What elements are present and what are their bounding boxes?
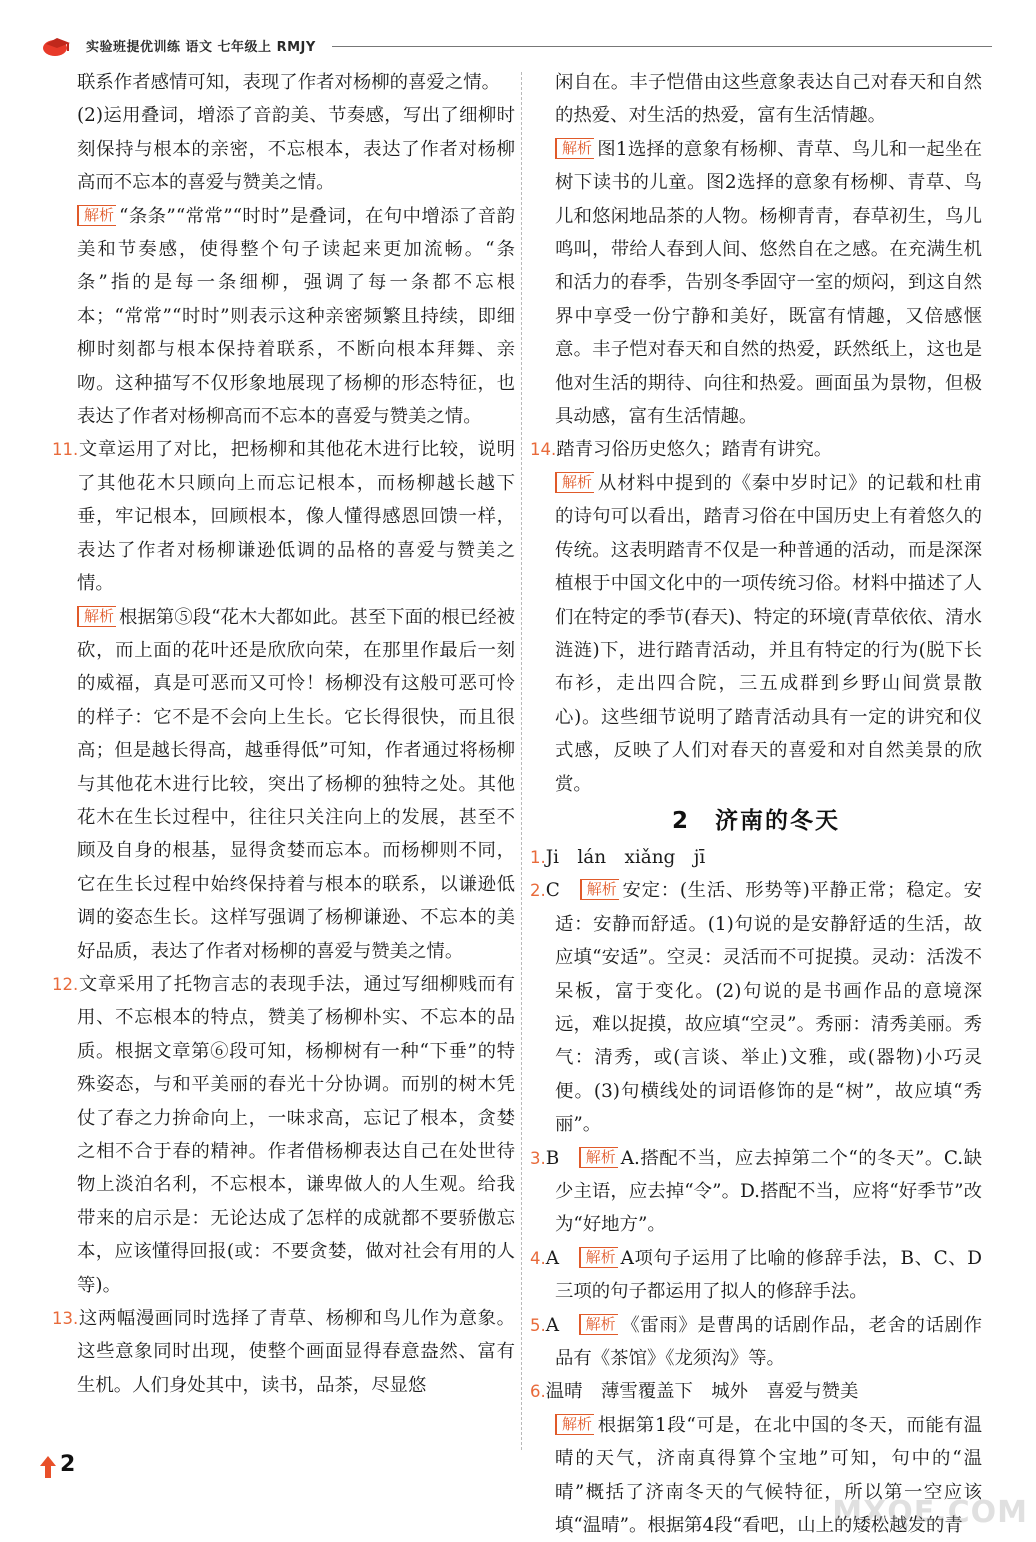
answer-item <box>530 874 982 1141</box>
text-block: 闲自在。丰子恺借由这些意象表达自己对春天和自然的热爱、对生活的热爱，富有生活情趣。 <box>555 72 982 127</box>
book-logo-icon <box>42 35 72 57</box>
text-block: (2)运用叠词，增添了音韵美、节奏感，写出了细柳时刻保持与根本的亲密，不忘根本，表达了作者对杨柳高而不忘本的喜爱与赞美之情。 <box>77 105 515 194</box>
analysis-tag: 解析 <box>77 205 116 226</box>
watermark <box>828 1440 1028 1530</box>
question-number: 13. <box>52 1309 79 1329</box>
question-number: 1. <box>530 847 546 867</box>
answer-text: A <box>545 1247 579 1269</box>
answer-item <box>530 1309 982 1376</box>
analysis-text: A项句子运用了比喻的修辞手法，B、C、D三项的句子都运用了拟人的修辞手法。 <box>555 1247 982 1303</box>
analysis-text: 根据第1段“可是，在北中国的冬天，而能有温晴的天气，济南真得算个宝地”可知，句中的“温晴”概括了济南冬天的气候特征，所以第一空应该填“温晴”。根据第4段“看吧，山上的矮松越发的青 <box>555 1414 982 1537</box>
question-number: 4. <box>530 1248 546 1268</box>
answer-item <box>530 433 982 466</box>
analysis-block <box>52 200 515 434</box>
analysis-text: 安定：(生活、形势等)平静正常；稳定。安适：安静而舒适。(1)句说的是安静舒适的生活，故应填“安适”。空灵：灵活而不可捉摸。灵动：活泼不呆板，富于变化。(2)句说的是书画作品的意境深远，难以捉摸，故应填“空灵”。秀丽：清秀美丽。秀气：清秀，或(言谈、举止)文雅，或(器物)小巧灵便。(3)句横线处的词语修饰的是“树”，故应填“秀丽”。 <box>555 880 982 1136</box>
analysis-tag: 解析 <box>579 1147 618 1168</box>
column-divider <box>521 72 522 1450</box>
answer-text: Ji lán xiǎng jī <box>545 846 706 868</box>
right-column <box>530 66 982 1542</box>
answer-item <box>530 1375 982 1408</box>
analysis-tag: 解析 <box>555 1414 594 1435</box>
analysis-tag: 解析 <box>579 1247 618 1268</box>
answer-text: 踏青习俗历史悠久；踏青有讲究。 <box>556 439 833 461</box>
page-header <box>42 33 992 59</box>
analysis-tag: 解析 <box>580 879 619 900</box>
answer-text: A <box>545 1314 579 1336</box>
analysis-tag: 解析 <box>555 472 594 493</box>
answer-text: 文章采用了托物言志的表现手法，通过写细柳贱而有用、不忘根本的特点，赞美了杨柳朴实、不忘本的品质。根据文章第⑥段可知，杨柳树有一种“下垂”的特殊姿态，与和平美丽的春光十分协调。而别的树木凭仗了春之力拚命向上，一味求高，忘记了根本，贪婪之相不合于春的精神。作者借杨柳表达自己在处世待物上淡泊名利，不忘根本，谦卑做人的人生观。给我带来的启示是：无论达成了怎样的成就都不要骄傲忘本，应该懂得回报(或：不要贪婪，做对社会有用的人等)。 <box>77 973 515 1296</box>
answer-item <box>52 968 515 1302</box>
question-number: 12. <box>52 974 79 994</box>
question-number: 5. <box>530 1315 546 1335</box>
question-number: 14. <box>530 440 557 460</box>
analysis-tag: 解析 <box>77 606 116 627</box>
analysis-text: 《雷雨》是曹禺的话剧作品，老舍的话剧作品有《茶馆》《龙须沟》等。 <box>555 1314 982 1370</box>
analysis-tag: 解析 <box>555 138 594 159</box>
question-number: 3. <box>530 1148 546 1168</box>
page-footer <box>40 1452 100 1482</box>
analysis-text: “条条”“常常”“时时”是叠词，在句中增添了音韵美和节奏感，使得整个句子读起来更加流畅。“条条”指的是每一条细柳，强调了每一条都不忘根本；“常常”“时时”则表示这种亲密频繁且持续，即细柳时刻都与根本保持着联系，不断向根本拜舞、亲吻。这种描写不仅形象地展现了杨柳的形态特征，也表达了作者对杨柳高而不忘本的喜爱与赞美之情。 <box>77 205 515 428</box>
analysis-text: 根据第⑤段“花木大都如此。甚至下面的根已经被砍，而上面的花叶还是欣欣向荣，在那里作最后一刻的威福，真是可恶而又可怜！杨柳没有这般可恶可怜的样子：它不是不会向上生长。它长得很快，而且很高；但是越长得高，越垂得低”可知，作者通过将杨柳与其他花木进行比较，突出了杨柳的独特之处。其他花木在生长过程中，往往只关注向上的发展，甚至不顾及自身的根基，显得贪婪而忘本。而杨柳则不同，它在生长过程中始终保持着与根本的联系，以谦逊低调的姿态生长。这样写强调了杨柳谦逊、不忘本的美好品质，表达了作者对杨柳的喜爱与赞美之情。 <box>77 606 515 962</box>
question-number: 11. <box>52 440 79 460</box>
analysis-text: 图1选择的意象有杨柳、青草、鸟儿和一起坐在树下读书的儿童。图2选择的意象有杨柳、青草、鸟儿和悠闲地品茶的人物。杨柳青青，春草初生，鸟儿鸣叫，带给人春到人间、悠然自在之感。在充满生机和活力的春季，告别冬季固守一室的烦闷，到这自然界中享受一份宁静和美好，既富有情趣，又倍感惬意。丰子恺对春天和自然的热爱，跃然纸上，这也是他对生活的期待、向往和热爱。画面虽为景物，但极具动感，富有生活情趣。 <box>555 138 982 428</box>
answer-text: B <box>545 1147 579 1169</box>
analysis-text: A.搭配不当，应去掉第二个“的冬天”。C.缺少主语，应去掉“令”。D.搭配不当，应将“好季节”改为“好地方”。 <box>555 1147 983 1236</box>
answer-text: 文章运用了对比，把杨柳和其他花木进行比较，说明了其他花木只顾向上而忘记根本，而杨柳越长越下垂，牢记根本，回顾根本，像人懂得感恩回馈一样，表达了作者对杨柳谦逊低调的品格的喜爱与赞美之情。 <box>77 439 515 595</box>
left-column <box>52 66 515 1402</box>
answer-item <box>530 1142 982 1242</box>
analysis-block <box>52 601 515 968</box>
text-block: 联系作者感情可知，表现了作者对杨柳的喜爱之情。 <box>77 72 500 93</box>
answer-item <box>52 1302 515 1402</box>
section-title: 2 济南的冬天 <box>671 807 840 834</box>
answer-item <box>530 1242 982 1309</box>
watermark-text: MXQE.COM <box>832 1495 1028 1530</box>
header-rule <box>332 46 992 47</box>
page-number: 2 <box>60 1452 76 1477</box>
analysis-text: 从材料中提到的《秦中岁时记》的记载和杜甫的诗句可以看出，踏青习俗在中国历史上有着悠久的传统。这表明踏青不仅是一种普通的活动，而是深深植根于中国文化中的一项传统习俗。材料中描述了人们在特定的季节(春天)、特定的环境(青草依依、清水涟涟)下，进行踏青活动，并且有特定的行为(脱下长布衫，走出四合院，三五成群到乡野山间赏景散心)。这些细节说明了踏青活动具有一定的讲究和仪式感，反映了人们对春天的喜爱和对自然美景的欣赏。 <box>555 472 982 795</box>
arrow-up-icon <box>40 1456 56 1478</box>
analysis-block <box>530 133 982 434</box>
analysis-tag: 解析 <box>579 1314 618 1335</box>
answer-item <box>52 433 515 600</box>
question-number: 2. <box>530 881 546 901</box>
answer-text: 这两幅漫画同时选择了青草、杨柳和鸟儿作为意象。这些意象同时出现，使整个画面显得春意盎然、富有生机。人们身处其中，读书，品茶，尽显悠 <box>77 1308 515 1396</box>
answer-item <box>530 841 982 874</box>
book-title: 实验班提优训练 语文 七年级上 RMJY <box>86 40 316 55</box>
answer-text: C <box>545 880 580 902</box>
question-number: 6. <box>530 1382 546 1402</box>
analysis-block <box>530 467 982 801</box>
answer-text: 温晴 薄雪覆盖下 城外 喜爱与赞美 <box>545 1381 859 1403</box>
